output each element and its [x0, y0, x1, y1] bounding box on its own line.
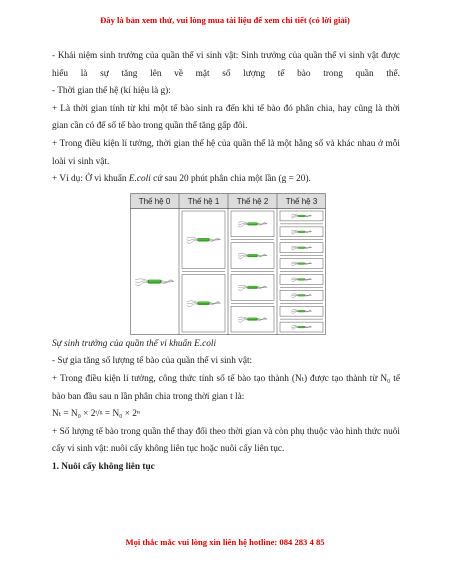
paragraph-growth-concept: - Khái niệm sinh trưởng của quần thể vi sinh vật: Sinh trưởng của quần thể vi sinh vật được hiểu là sự tăng lên về mặt số lượng tế bào trong quần thể. [52, 51, 400, 79]
column-header-gen-3: Thế hệ 3 [285, 196, 318, 206]
paragraph-example [52, 171, 400, 189]
column-header-gen-1: Thế hệ 1 [187, 196, 220, 206]
example-species: E.coli [128, 174, 151, 185]
paragraph-generation-time: - Thời gian thế hệ (kí hiệu là g): [52, 86, 171, 97]
generation-figure [130, 193, 326, 336]
paragraph-culture-dependence: + Số lượng tế bào trong quần thể thay đổi theo thời gian và còn phụ thuộc vào hình thức nuôi cấy vi sinh vật: nuôi cấy không liên tục hoặc nuôi cấy liên tục. [52, 426, 400, 455]
document-body [52, 48, 400, 477]
figure-caption: Sự sinh trưởng của quần thể vi khuẩn E.coli [52, 338, 217, 349]
column-header-gen-2: Thế hệ 2 [236, 196, 269, 206]
example-prefix: + Ví dụ: Ở vi khuẩn [52, 174, 129, 185]
preview-notice: Đây là bản xem thử, vui lòng mua tài liệu để xem chi tiết (có lời giải) [100, 15, 350, 25]
hotline-notice: Mọi thắc mắc vui lòng xin liên hệ hotline: 084 283 4 85 [125, 537, 325, 547]
growth-formula: Nₜ = N₀ × 2ᵗ/ᵍ = N₀ × 2ⁿ [52, 409, 140, 420]
paragraph-generation-definition: + Là thời gian tính từ khi một tế bào sinh ra đến khi tế bào đó phân chia, hay cũng là thời gian cần có để số tế bào trong quần thể tăng gấp đôi. [52, 103, 400, 132]
paragraph-ideal-conditions: + Trong điều kiện lí tưởng, thời gian thế hệ của quần thể là một hằng số và khác nhau ở mỗi loài vi sinh vật. [52, 138, 400, 167]
paragraph-population-increase: - Sự gia tăng số lượng tế bào của quần thể vi sinh vật: [52, 356, 253, 367]
section-heading-batch-culture: 1. Nuôi cấy không liên tục [52, 461, 155, 472]
column-header-gen-0: Thế hệ 0 [138, 196, 171, 206]
example-suffix: cứ sau 20 phút phân chia một lần (g = 20). [150, 174, 311, 185]
paragraph-formula-intro: + Trong điều kiện lí tưởng, công thức tính số tế bào tạo thành (Nₜ) được tạo thành từ N₀ tế bào ban đầu sau n lần phân chia trong thời gian t là: [52, 373, 400, 402]
generation-table-diagram [130, 193, 326, 336]
